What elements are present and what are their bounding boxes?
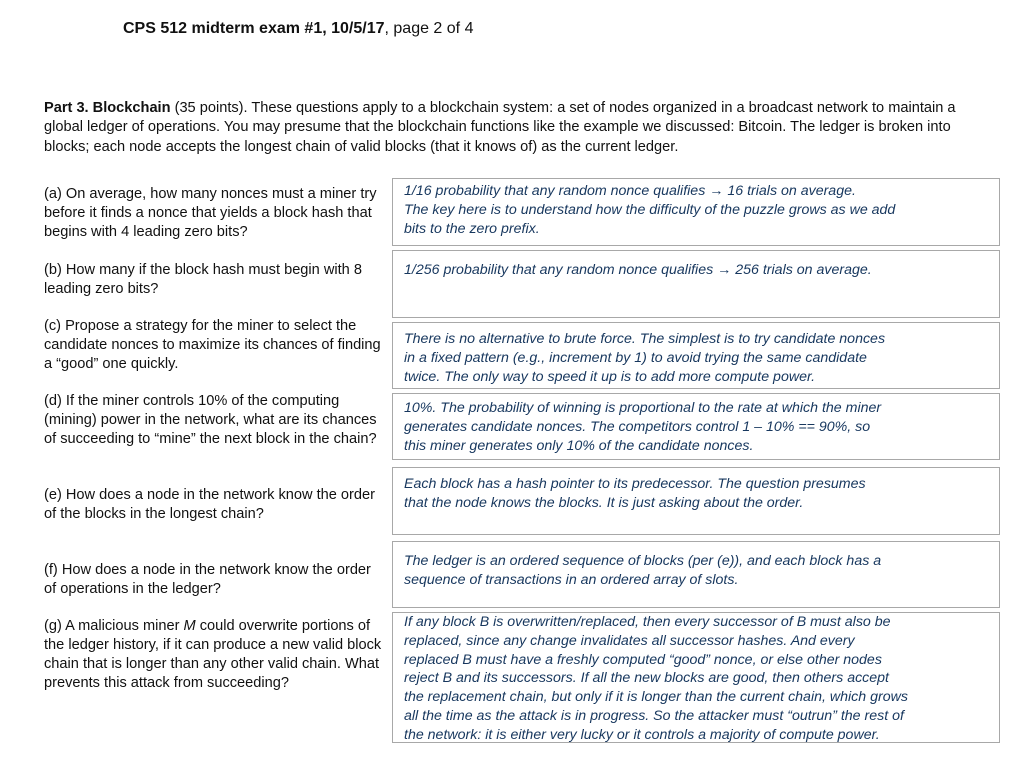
page-indicator: , page 2 of 4: [384, 20, 474, 37]
answer-f-line-2: sequence of transactions in an ordered array of slots.: [404, 571, 739, 588]
answer-g-line-6: all the time as the attack is in progress. So the attacker must “outrun” the rest of: [404, 707, 904, 724]
answer-e-line-1: Each block has a hash pointer to its predecessor. The question presumes: [404, 476, 866, 492]
answer-d-line-1: 10%. The probability of winning is proportional to the rate at which the miner: [404, 400, 882, 416]
answer-a-line-3: bits to the zero prefix.: [404, 220, 540, 237]
answer-box-f: [392, 541, 1000, 608]
answer-c-line-3: twice. The only way to speed it up is to add more compute power.: [404, 368, 816, 385]
answer-box-c: [392, 322, 1000, 389]
answer-box-b: [392, 250, 1000, 318]
answer-a-line-1: 1/16 probability that any random nonce qualifies → 16 trials on average.: [404, 183, 856, 199]
answer-g-line-1: If any block B is overwritten/replaced, then every successor of B must also be: [404, 614, 891, 630]
question-g-variable: M: [183, 618, 196, 634]
answer-c-line-1: There is no alternative to brute force. The simplest is to try candidate nonces: [404, 331, 886, 347]
answer-b-line-1: 1/256 probability that any random nonce qualifies → 256 trials on average.: [404, 262, 872, 278]
question-c: (c) Propose a strategy for the miner to select the candidate nonces to maximize its chances of finding a “good” one quickly.: [44, 318, 381, 372]
question-e: (e) How does a node in the network know the order of the blocks in the longest chain?: [44, 487, 375, 522]
question-d: (d) If the miner controls 10% of the computing (mining) power in the network, what are its chances of succeeding to “mine” the next block in the chain?: [44, 393, 377, 447]
answer-g-line-3: replaced B must have a freshly computed “good” nonce, or else other nodes: [404, 651, 882, 668]
answer-d-line-3: this miner generates only 10% of the candidate nonces.: [404, 437, 754, 454]
question-g-text-start: (g) A malicious miner: [44, 618, 184, 634]
page-header: [123, 20, 473, 38]
answer-g-line-5: the replacement chain, but only if it is longer than the current chain, which grows: [404, 689, 908, 706]
answer-box-a: [392, 178, 1000, 246]
answer-g-line-2: replaced, since any change invalidates all successor hashes. And every: [404, 632, 855, 649]
part-intro: [44, 99, 984, 157]
answer-d-line-2: generates candidate nonces. The competitors control 1 – 10% == 90%, so: [404, 418, 871, 435]
answer-g-line-7: the network: it is either very lucky or it controls a majority of compute power.: [404, 726, 880, 743]
answer-a-line-2: The key here is to understand how the difficulty of the puzzle grows as we add: [404, 201, 896, 218]
answer-e-line-2: that the node knows the blocks. It is just asking about the order.: [404, 494, 804, 511]
answer-f-line-1: The ledger is an ordered sequence of blocks (per (e)), and each block has a: [404, 553, 882, 569]
exam-title: CPS 512 midterm exam #1, 10/5/17: [123, 20, 385, 37]
answer-c-line-2: in a fixed pattern (e.g., increment by 1) to avoid trying the same candidate: [404, 349, 867, 366]
question-f: (f) How does a node in the network know the order of operations in the ledger?: [44, 562, 371, 597]
part-intro-text: (35 points). These questions apply to a blockchain system: a set of nodes organized in a broadcast network to maintain a global ledger of operations. You may presume that the blockchain functions like the example we discussed: Bitcoin. The ledger is broken into blocks; each node accepts the longest chain of valid blocks (that it knows of) as the current ledger.: [44, 100, 956, 155]
question-g-text-end: could overwrite portions of the ledger history, if it can produce a new valid block chain that is longer than any other valid chain. What prevents this attack from succeeding?: [44, 618, 382, 691]
question-b: (b) How many if the block hash must begin with 8 leading zero bits?: [44, 262, 362, 297]
answer-g-line-4: reject B and its successors. If all the new blocks are good, then others accept: [404, 670, 889, 687]
answer-box-e: [392, 467, 1000, 535]
right-arrow-icon: →: [709, 183, 724, 199]
answer-box-g: [392, 612, 1000, 743]
right-arrow-icon: →: [717, 262, 732, 278]
question-a: (a) On average, how many nonces must a miner try before it finds a nonce that yields a block hash that begins with 4 leading zero bits?: [44, 186, 377, 240]
answer-box-d: [392, 393, 1000, 460]
part-label: Part 3. Blockchain: [44, 100, 171, 116]
question-g: [44, 617, 384, 693]
